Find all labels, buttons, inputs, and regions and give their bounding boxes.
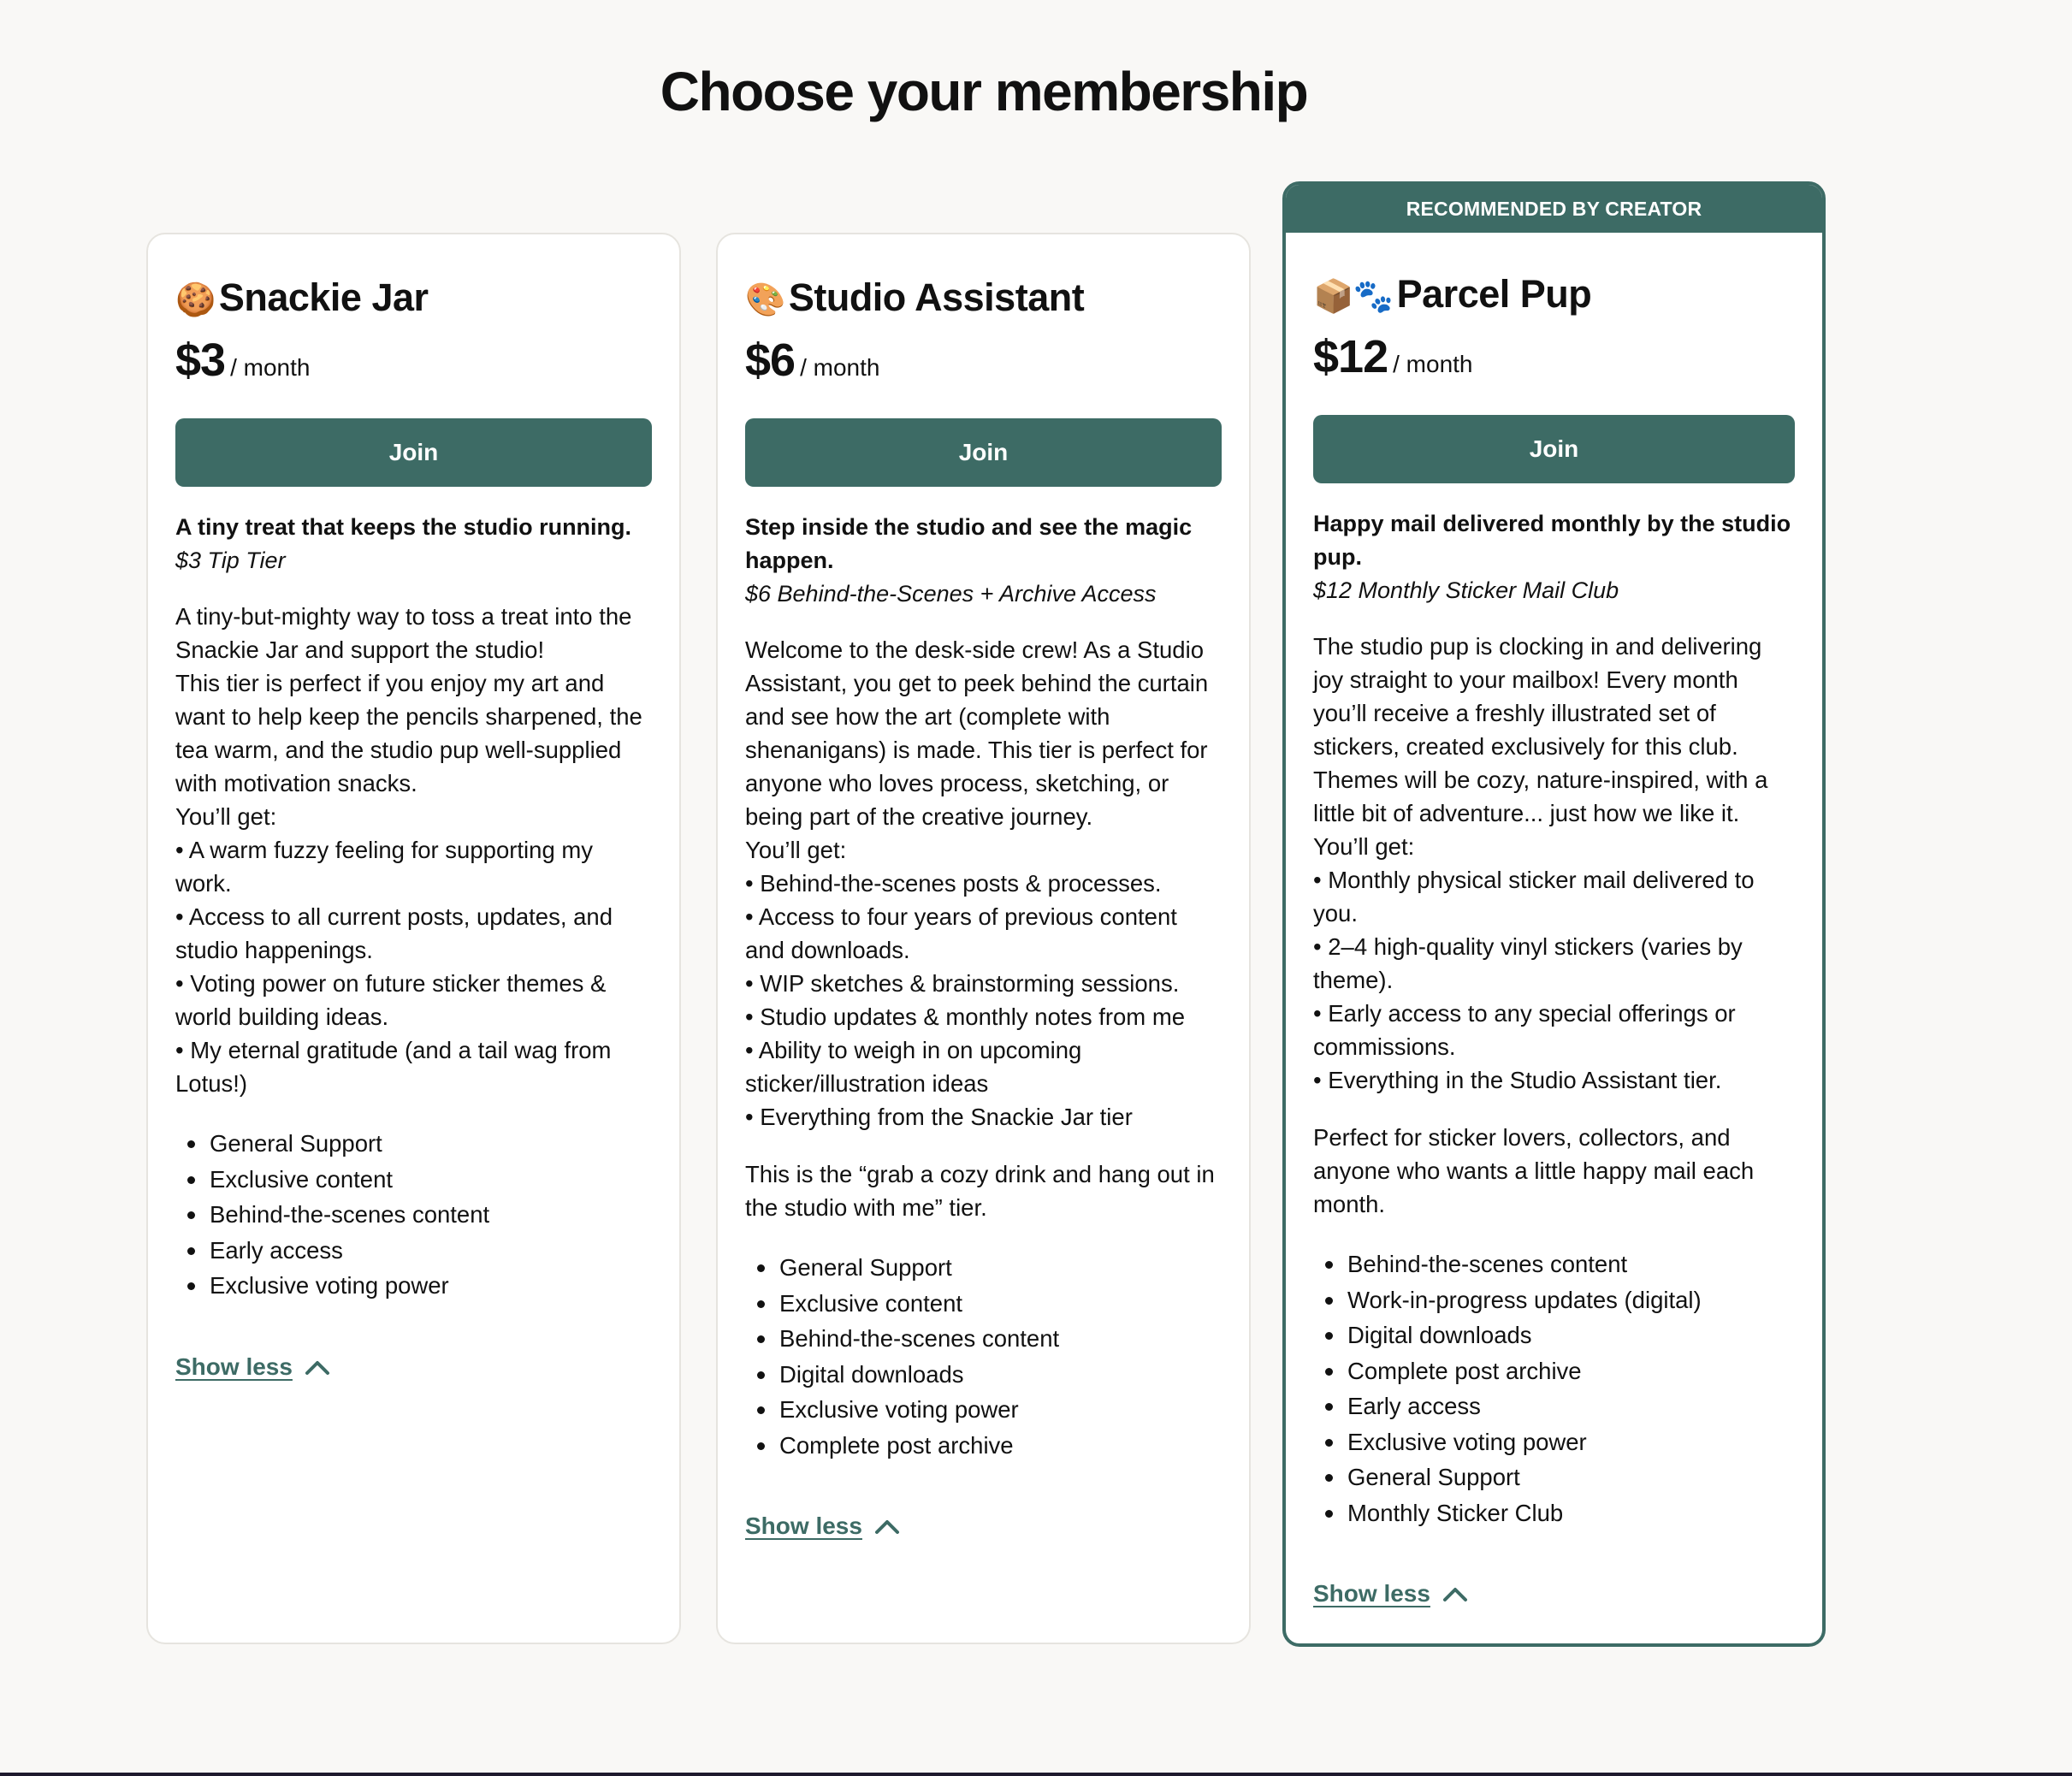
description-line: You’ll get:	[745, 837, 847, 863]
join-button[interactable]: Join	[1313, 415, 1795, 483]
page-title: Choose your membership	[660, 61, 1308, 122]
description-line: The studio pup is clocking in and delivering joy straight to your mailbox! Every month you’ll receive a freshly illustrated set of stickers, created exclusively for this club. Themes will be cozy, nature-inspired, with a little bit of adventure... just how we like it.	[1313, 633, 1768, 826]
recommended-badge: RECOMMENDED BY CREATOR	[1286, 185, 1822, 233]
benefit-item: Complete post archive	[1347, 1353, 1795, 1389]
description-line: You’ll get:	[175, 803, 277, 830]
tier-description	[175, 600, 652, 1100]
description-line: • Early access to any special offerings or commissions.	[1313, 1000, 1736, 1060]
tier-name-text: Parcel Pup	[1396, 272, 1592, 316]
benefit-item: Exclusive voting power	[210, 1268, 652, 1304]
tier-name	[745, 274, 1222, 324]
description-line: • Studio updates & monthly notes from me	[745, 1003, 1186, 1030]
benefit-item: Behind-the-scenes content	[210, 1197, 652, 1233]
tier-price: $12	[1313, 331, 1388, 382]
chevron-up-icon	[305, 1359, 330, 1376]
description-line: • Behind-the-scenes posts & processes.	[745, 870, 1162, 897]
description-closing: This is the “grab a cozy drink and hang out in the studio with me” tier.	[745, 1161, 1215, 1221]
description-line: • Access to four years of previous content and downloads.	[745, 903, 1177, 963]
price-row	[745, 334, 1222, 398]
package-paw-icon: 📦🐾	[1313, 279, 1394, 315]
description-line: • A warm fuzzy feeling for supporting my work.	[175, 837, 594, 897]
benefit-item: Monthly Sticker Club	[1347, 1495, 1795, 1531]
description-line: • Ability to weigh in on upcoming sticker/illustration ideas	[745, 1037, 1082, 1097]
description-line: This tier is perfect if you enjoy my art and want to help keep the pencils sharpened, the tea warm, and the studio pup well-supplied with motivation snacks.	[175, 670, 642, 796]
benefit-item: Behind-the-scenes content	[779, 1321, 1222, 1357]
price-period: / month	[230, 354, 311, 381]
benefit-item: General Support	[210, 1126, 652, 1162]
tier-card-parcel-pup	[1282, 181, 1826, 1647]
benefit-item: Work-in-progress updates (digital)	[1347, 1282, 1795, 1318]
tier-tagline: Happy mail delivered monthly by the studio pup.	[1313, 511, 1791, 570]
price-period: / month	[1393, 351, 1473, 377]
tier-card-studio-assistant	[716, 233, 1251, 1644]
benefit-item: Exclusive content	[210, 1162, 652, 1198]
benefit-item: Behind-the-scenes content	[1347, 1246, 1795, 1282]
benefits-list	[175, 1126, 652, 1304]
show-less-label: Show less	[1313, 1580, 1430, 1607]
tier-description	[745, 633, 1222, 1224]
tier-card-snackie-jar	[146, 233, 681, 1644]
tier-name-text: Studio Assistant	[788, 275, 1085, 319]
benefit-item: Early access	[1347, 1388, 1795, 1424]
description-line: • Access to all current posts, updates, and studio happenings.	[175, 903, 613, 963]
benefits-list	[1313, 1246, 1795, 1530]
description-closing: Perfect for sticker lovers, collectors, and anyone who wants a little happy mail each month.	[1313, 1124, 1755, 1217]
tier-price: $3	[175, 334, 226, 386]
description-line: • WIP sketches & brainstorming sessions.	[745, 970, 1180, 997]
description-line: • 2–4 high-quality vinyl stickers (varies by theme).	[1313, 933, 1743, 993]
benefit-item: Complete post archive	[779, 1428, 1222, 1464]
tier-subtitle: $12 Monthly Sticker Mail Club	[1313, 577, 1619, 603]
benefits-list	[745, 1250, 1222, 1463]
tier-subtitle: $6 Behind-the-Scenes + Archive Access	[745, 581, 1157, 607]
tier-name-text: Snackie Jar	[218, 275, 429, 319]
join-button[interactable]: Join	[745, 418, 1222, 487]
description-line: You’ll get:	[1313, 833, 1415, 860]
benefit-item: Exclusive voting power	[779, 1392, 1222, 1428]
show-less-link[interactable]	[1313, 1580, 1468, 1607]
tier-tagline: Step inside the studio and see the magic happen.	[745, 514, 1193, 573]
benefit-item: General Support	[779, 1250, 1222, 1286]
price-row	[1313, 331, 1795, 394]
benefit-item: General Support	[1347, 1459, 1795, 1495]
show-less-link[interactable]	[175, 1353, 330, 1381]
description-line: • Everything from the Snackie Jar tier	[745, 1104, 1133, 1130]
price-row	[175, 334, 652, 398]
tier-tagline: A tiny treat that keeps the studio running.	[175, 514, 632, 540]
tier-name	[175, 274, 652, 324]
chevron-up-icon	[1442, 1585, 1468, 1602]
description-line: A tiny-but-mighty way to toss a treat into the Snackie Jar and support the studio!	[175, 603, 632, 663]
show-less-label: Show less	[175, 1353, 293, 1380]
benefit-item: Exclusive voting power	[1347, 1424, 1795, 1460]
description-line: Welcome to the desk-side crew! As a Studio Assistant, you get to peek behind the curtain and see how the art (complete with shenanigans) is made. This tier is perfect for anyone who loves process, sketching, or being part of the creative journey.	[745, 636, 1209, 830]
show-less-label: Show less	[745, 1513, 862, 1539]
chevron-up-icon	[874, 1518, 900, 1535]
tier-name	[1313, 270, 1795, 321]
benefit-item: Digital downloads	[779, 1357, 1222, 1393]
cookie-icon: 🍪	[175, 282, 216, 318]
tier-price: $6	[745, 334, 796, 386]
palette-icon: 🎨	[745, 282, 785, 318]
description-line: • Everything in the Studio Assistant tier.	[1313, 1067, 1722, 1093]
benefit-item: Exclusive content	[779, 1286, 1222, 1322]
benefit-item: Early access	[210, 1233, 652, 1269]
tier-subtitle: $3 Tip Tier	[175, 548, 286, 573]
join-button[interactable]: Join	[175, 418, 652, 487]
tier-description	[1313, 630, 1795, 1221]
show-less-link[interactable]	[745, 1513, 900, 1540]
bottom-edge-bar	[0, 1773, 2072, 1776]
price-period: / month	[800, 354, 880, 381]
description-line: • Voting power on future sticker themes & world building ideas.	[175, 970, 607, 1030]
description-line: • Monthly physical sticker mail delivered to you.	[1313, 867, 1755, 926]
description-line: • My eternal gratitude (and a tail wag from Lotus!)	[175, 1037, 612, 1097]
benefit-item: Digital downloads	[1347, 1317, 1795, 1353]
